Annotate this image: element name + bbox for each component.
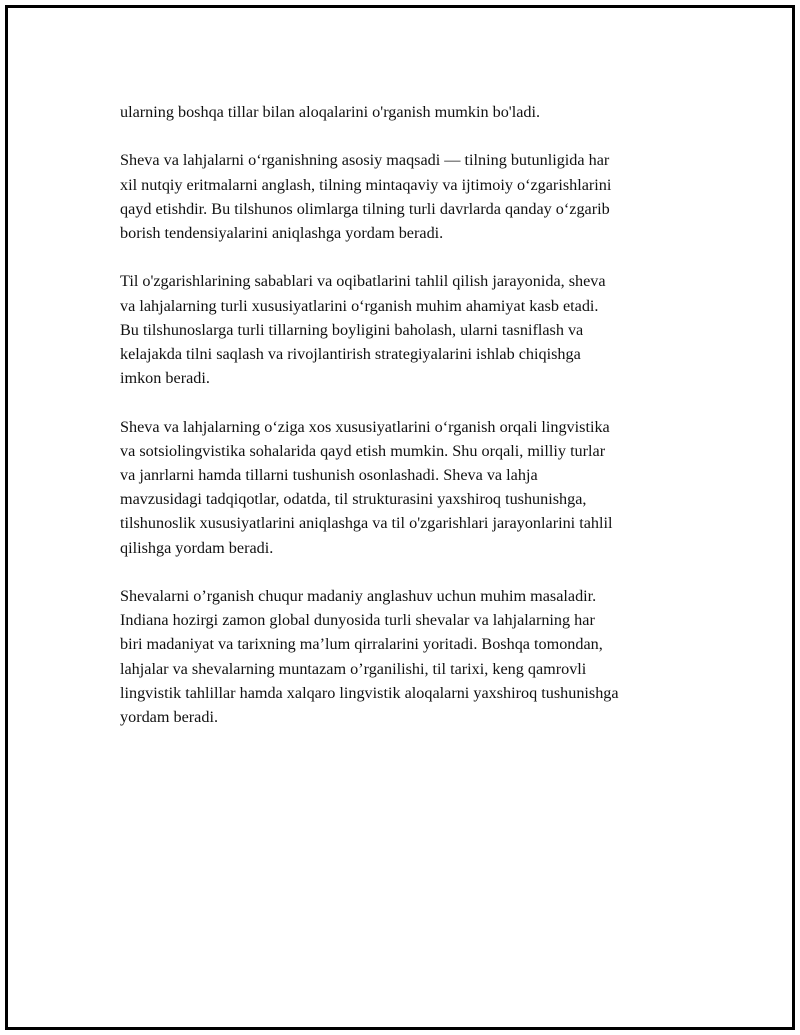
text-line: tilshunoslik xususiyatlarini aniqlashga va til o'zgarishlari jarayonlarini tahlil bbox=[120, 514, 613, 533]
text-line: lingvistik tahlillar hamda xalqaro lingvistik aloqalarni yaxshiroq tushunishga bbox=[120, 683, 619, 702]
paragraph-5 bbox=[120, 584, 710, 729]
text-line: imkon beradi. bbox=[120, 369, 210, 388]
text-line: borish tendensiyalarini aniqlashga yordam beradi. bbox=[120, 224, 444, 242]
text-line: qayd etishdir. Bu tilshunos olimlarga tilning turli davrlarda qanday o‘zgarib bbox=[120, 199, 610, 218]
text-line: Sheva va lahjalarni o‘rganishning asosiy maqsadi — tilning butunligida har bbox=[120, 151, 610, 170]
text-line: lahjalar va shevalarning muntazam o’rganilishi, til tarixi, keng qamrovli bbox=[120, 659, 587, 678]
text-line: va janrlarni hamda tillarni tushunish osonlashadi. Sheva va lahja bbox=[120, 466, 538, 484]
text-line: va lahjalarning turli xususiyatlarini o‘rganish muhim ahamiyat kasb etadi. bbox=[120, 296, 599, 315]
text-line: Indiana hozirgi zamon global dunyosida turli shevalar va lahjalarning har bbox=[120, 611, 595, 630]
paragraph-4 bbox=[120, 415, 710, 560]
text-line: Bu tilshunoslarga turli tillarning boyligini baholash, ularni tasniflash va bbox=[120, 320, 584, 339]
text-line: Shevalarni o’rganish chuqur madaniy anglashuv uchun muhim masaladir. bbox=[120, 587, 597, 605]
text-line: Sheva va lahjalarning o‘ziga xos xususiyatlarini o‘rganish orqali lingvistika bbox=[120, 417, 610, 436]
paragraph-2 bbox=[120, 148, 710, 245]
text-line: yordam beradi. bbox=[120, 708, 218, 727]
paragraph-1 bbox=[120, 100, 710, 124]
text-line: Til o'zgarishlarining sabablari va oqibatlarini tahlil qilish jarayonida, sheva bbox=[120, 272, 606, 291]
paragraph-3 bbox=[120, 269, 710, 390]
page-body bbox=[120, 100, 710, 753]
text-line: xil nutqiy eritmalarni anglash, tilning mintaqaviy va ijtimoiy o‘zgarishlarini bbox=[120, 175, 612, 194]
text-line: va sotsiolingvistika sohalarida qayd etish mumkin. Shu orqali, milliy turlar bbox=[120, 441, 606, 460]
page-frame bbox=[5, 5, 795, 1030]
text-line: qilishga yordam beradi. bbox=[120, 538, 274, 557]
text-line: biri madaniyat va tarixning ma’lum qirralarini yoritadi. Boshqa tomondan, bbox=[120, 635, 603, 654]
text-line: ularning boshqa tillar bilan aloqalarini o'rganish mumkin bo'ladi. bbox=[120, 103, 541, 121]
text-line: mavzusidagi tadqiqotlar, odatda, til strukturasini yaxshiroq tushunishga, bbox=[120, 490, 587, 509]
text-line: kelajakda tilni saqlash va rivojlantirish strategiyalarini ishlab chiqishga bbox=[120, 345, 581, 363]
